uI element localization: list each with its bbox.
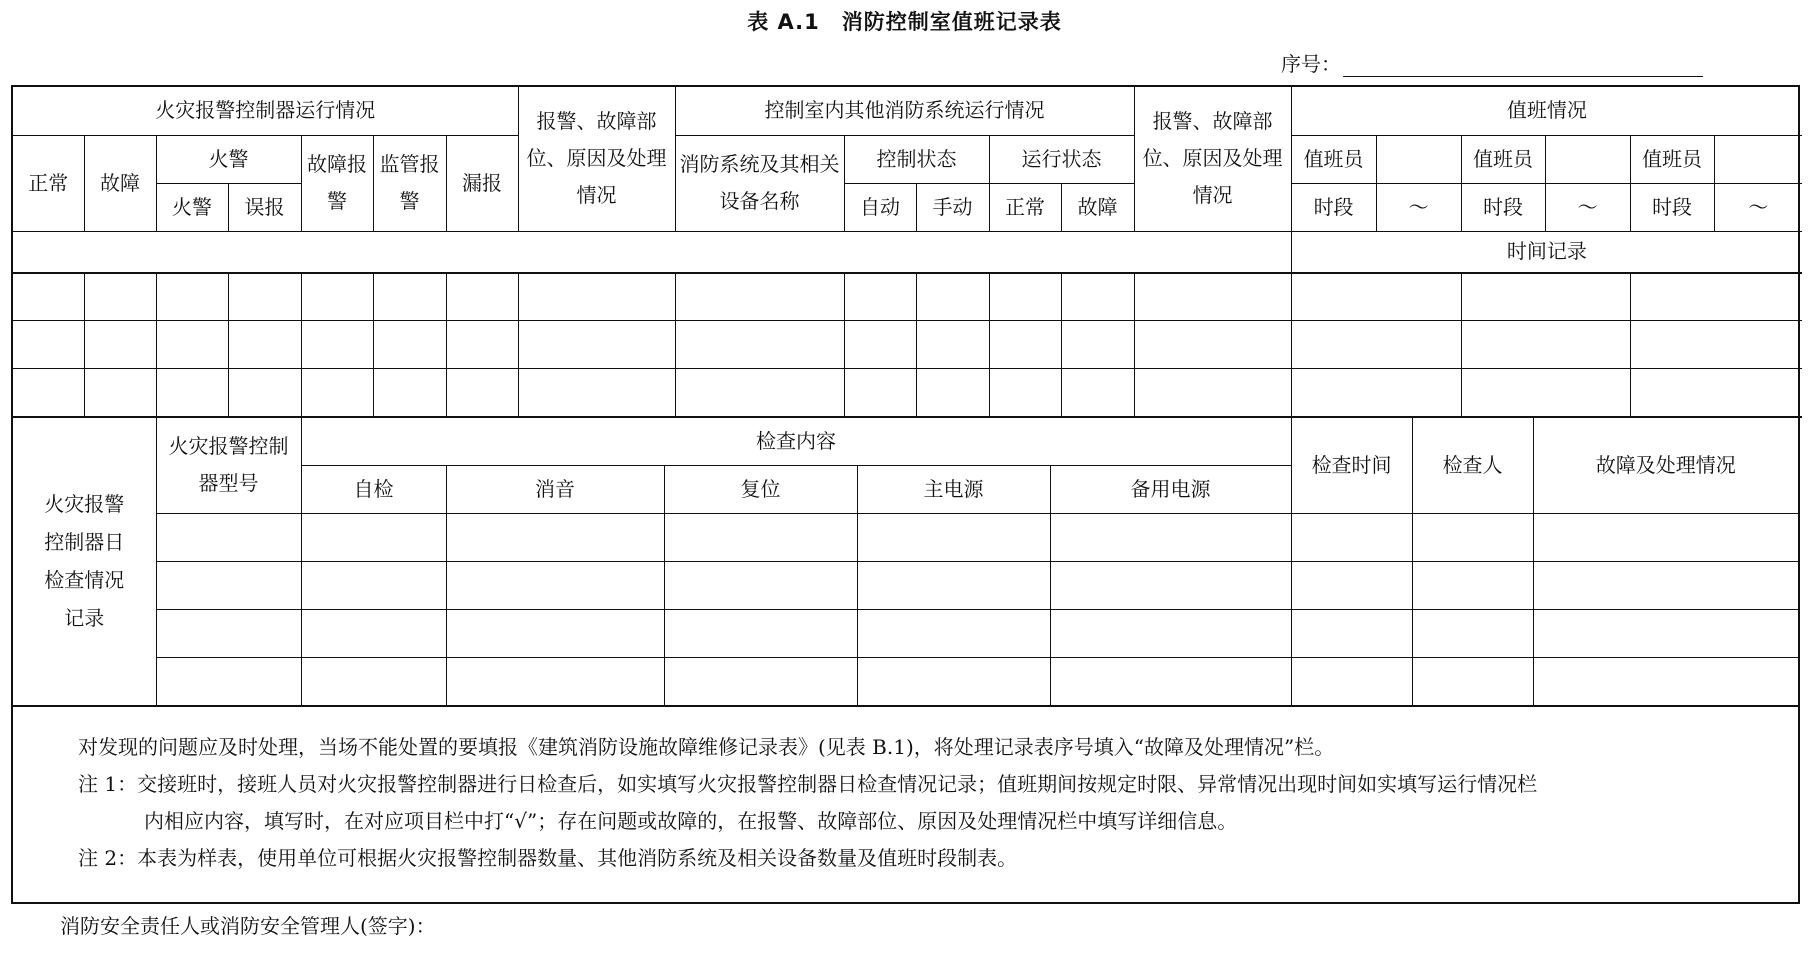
note-1-line-1: 注 1：交接班时，接班人员对火灾报警控制器进行日检查后，如实填写火灾报警控制器日检查情况记录；值班期间按规定时限、异常情况出现时间如实填写运行情况栏 [78,771,1538,796]
header-duty-status: 值班情况 [1291,87,1802,135]
duty-record-table [13,87,1802,418]
header-main-power: 主电源 [857,466,1050,514]
table-row [13,658,1798,706]
header-normal: 正常 [13,135,84,231]
note-1-line-2: 内相应内容，填写时，在对应项目栏中打“√”；存在问题或故障的，在报警、故障部位、原因及处理情况栏中填写详细信息。 [144,808,1238,833]
daily-check-side-label: 火灾报警控制器日检查情况记录 [13,418,156,706]
header-fault: 故障 [84,135,156,231]
header-backup-power: 备用电源 [1050,466,1291,514]
period-label-3: 时段 [1630,183,1714,231]
table-row [13,562,1798,610]
duty-person-label-3: 值班员 [1630,135,1714,183]
duty-person-blank-3[interactable] [1714,135,1802,183]
table-row [13,610,1798,658]
duty-person-label-2: 值班员 [1461,135,1545,183]
notes-section [13,707,1798,877]
serial-blank[interactable] [1343,54,1703,77]
header-manual: 手动 [916,183,989,231]
period-label-2: 时段 [1461,183,1545,231]
table-row [13,273,1802,321]
daily-inspection-table [13,418,1798,707]
header-inspector: 检查人 [1412,418,1533,514]
table-row [13,514,1798,562]
header-auto: 自动 [844,183,916,231]
header-missed-alarm: 漏报 [446,135,518,231]
period-label-1: 时段 [1291,183,1376,231]
header-control-state: 控制状态 [844,135,989,183]
period-tilde-3[interactable]: ～ [1714,183,1802,231]
header-supervise-alarm: 监管报警 [373,135,446,231]
header-run-fault: 故障 [1061,183,1134,231]
header-alarm-controller-status: 火灾报警控制器运行情况 [13,87,518,135]
duty-person-blank-1[interactable] [1376,135,1461,183]
signature-label: 消防安全责任人或消防安全管理人(签字)： [60,914,436,938]
header-fire-alarm-sub: 火警 [156,183,228,231]
note-2: 注 2：本表为样表，使用单位可根据火灾报警控制器数量、其他消防系统及相关设备数量及值班时段制表。 [78,845,1018,870]
header-run-normal: 正常 [989,183,1061,231]
period-tilde-2[interactable]: ～ [1545,183,1630,231]
header-alarm-fault-info: 报警、故障部位、原因及处理情况 [518,87,675,231]
serial-label: 序号： [1281,52,1341,76]
header-check-content: 检查内容 [301,418,1291,466]
duty-person-blank-2[interactable] [1545,135,1630,183]
note-instruction: 对发现的问题应及时处理，当场不能处置的要填报《建筑消防设施故障维修记录表》(见表 B.1)，将处理记录表序号填入“故障及处理情况”栏。 [78,734,1335,759]
header-fire-alarm: 火警 [156,135,301,183]
record-form [11,85,1800,904]
header-time-record: 时间记录 [1291,231,1802,273]
period-tilde-1[interactable]: ～ [1376,183,1461,231]
table-row [13,321,1802,369]
header-check-time: 检查时间 [1291,418,1412,514]
header-self-test: 自检 [301,466,446,514]
header-run-state: 运行状态 [989,135,1134,183]
header-equipment-name: 消防系统及其相关设备名称 [675,135,844,231]
duty-person-label-1: 值班员 [1291,135,1376,183]
table-row [13,369,1802,417]
header-other-systems-status: 控制室内其他消防系统运行情况 [675,87,1134,135]
header-fault-alarm: 故障报警 [301,135,373,231]
header-fault-handling: 故障及处理情况 [1533,418,1798,514]
page-title: 表 A.1 消防控制室值班记录表 [747,10,1062,34]
header-reset: 复位 [664,466,857,514]
header-false-alarm: 误报 [228,183,301,231]
header-mute: 消音 [446,466,664,514]
header-controller-model: 火灾报警控制器型号 [156,418,301,514]
serial-number-field [1281,48,1703,77]
header-alarm-fault-info-2: 报警、故障部位、原因及处理情况 [1134,87,1291,231]
